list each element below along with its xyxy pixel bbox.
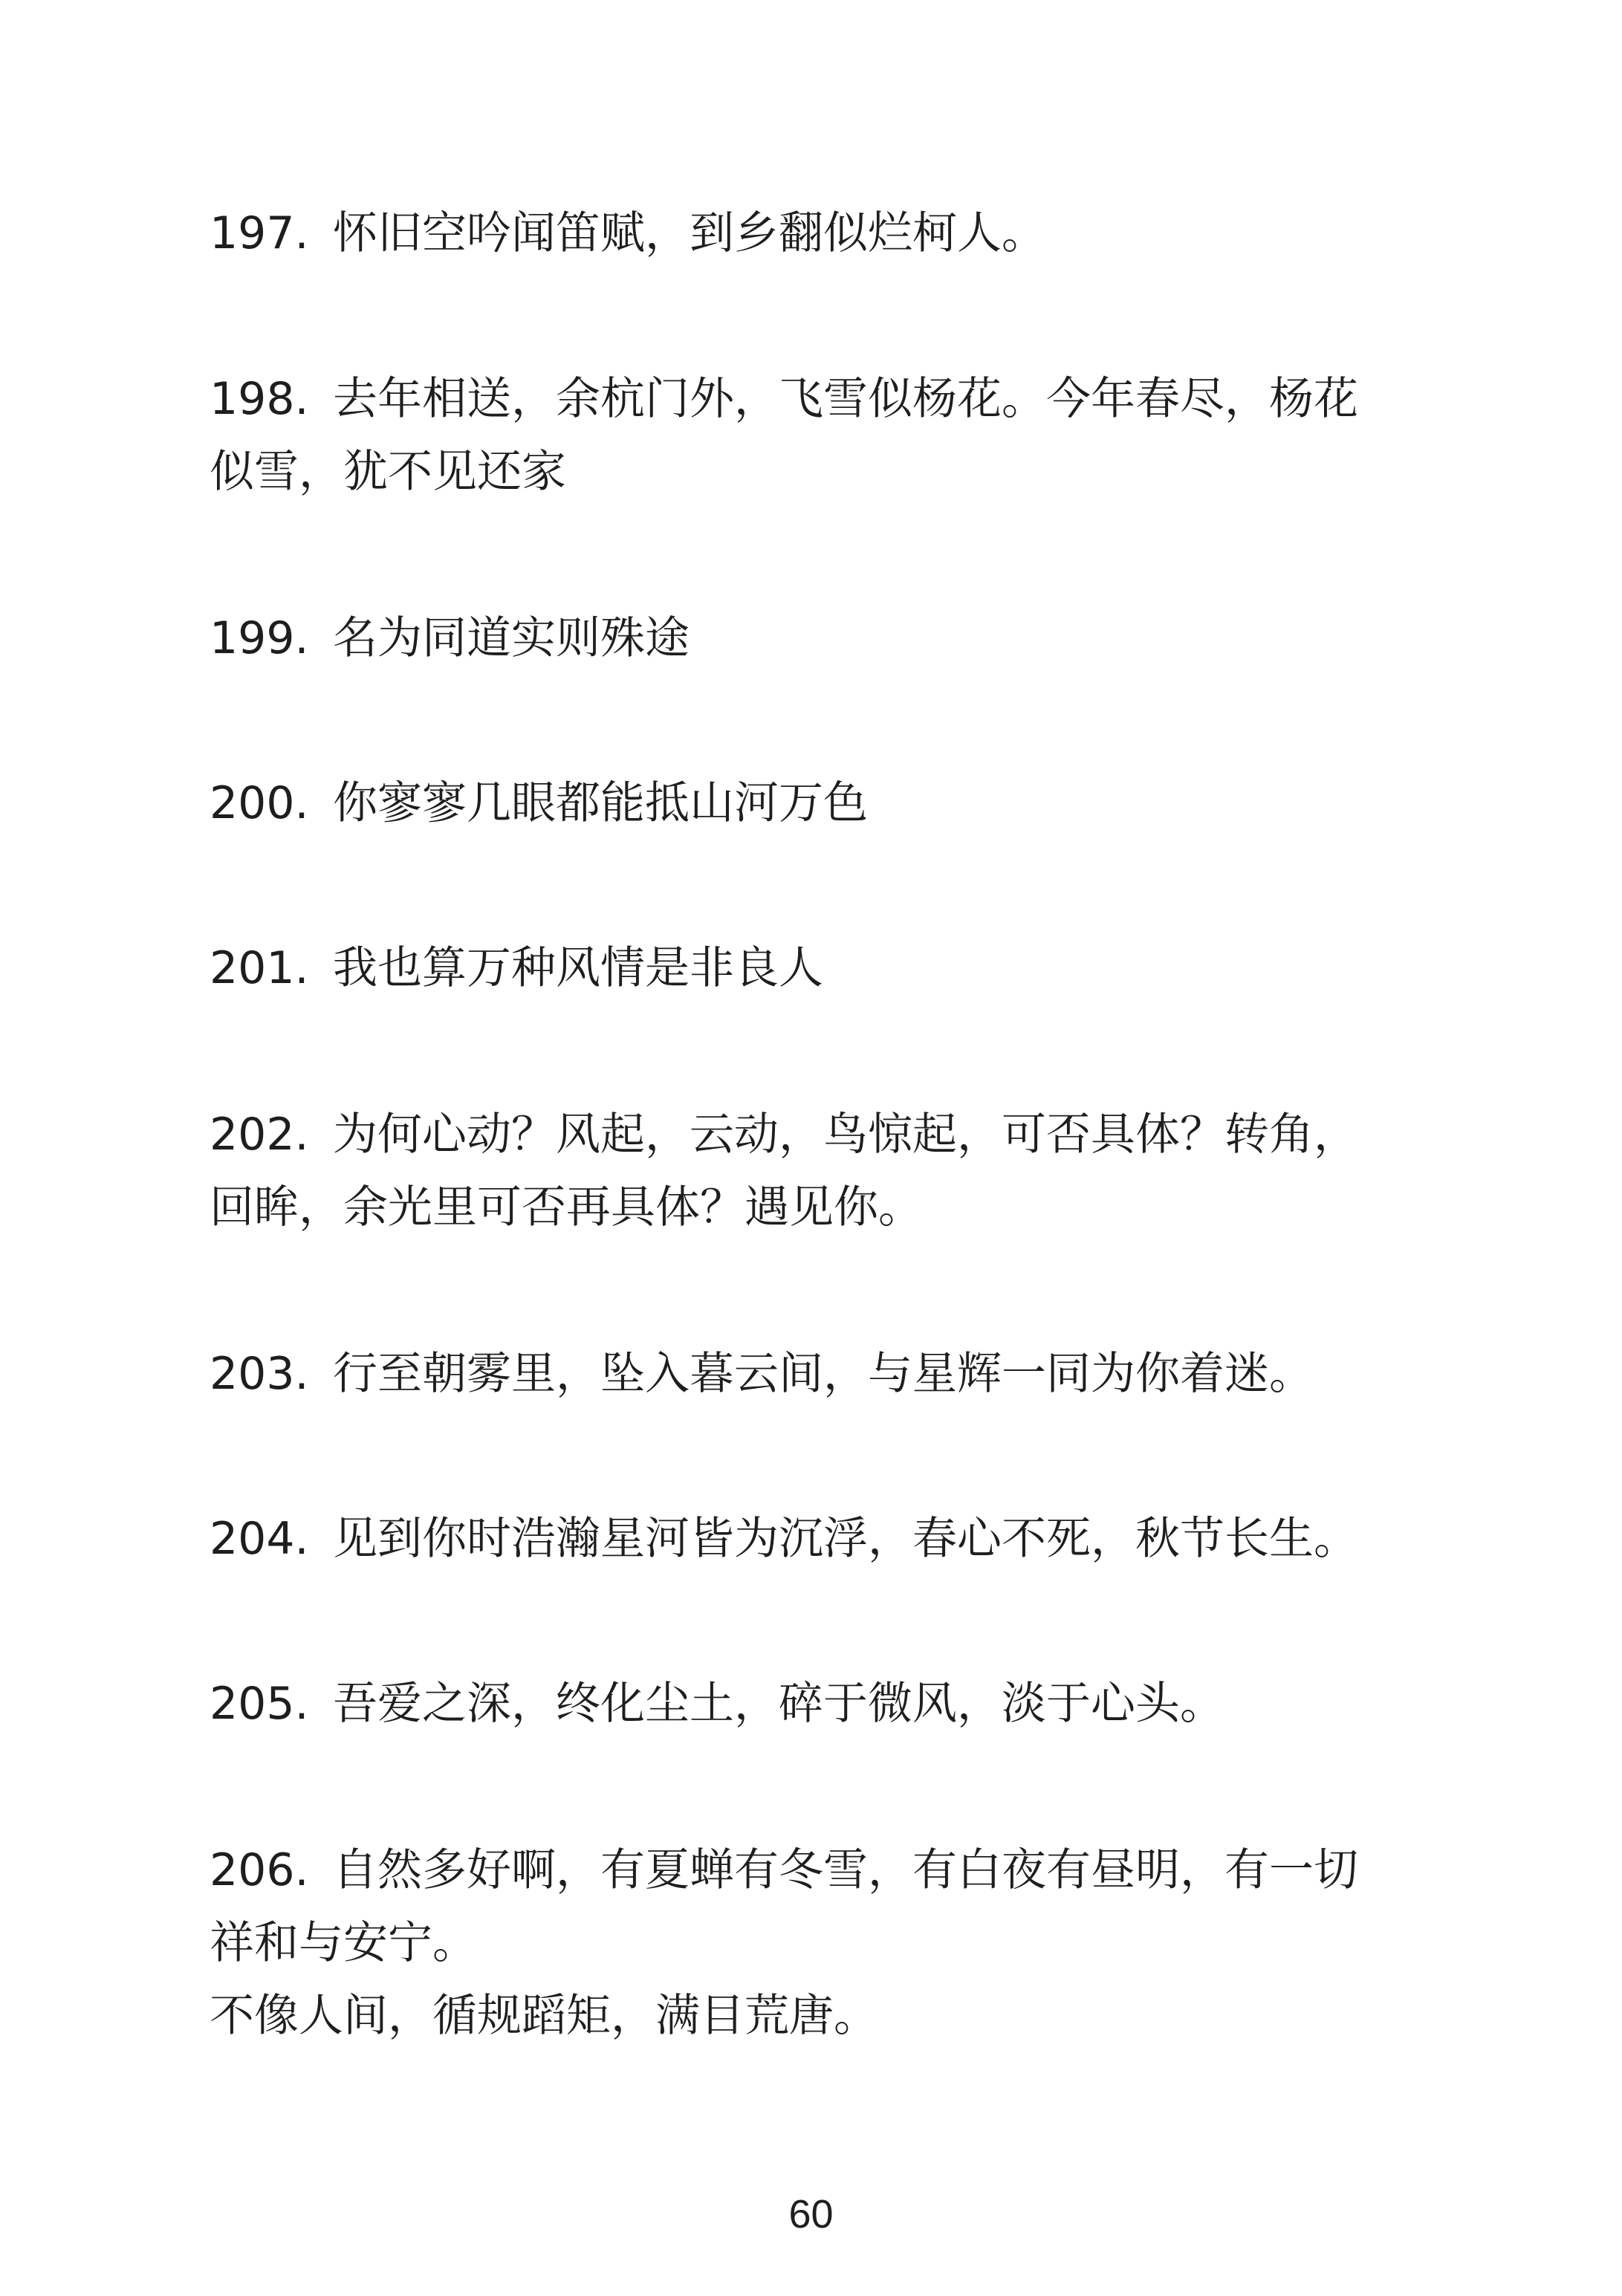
entry-line: 不像人间，循规蹈矩，满目荒唐。: [210, 1990, 878, 2042]
entry-line: [210, 767, 1473, 840]
entry-202: [210, 1098, 1473, 1244]
entry-text: 我也算万种风情是非良人: [333, 942, 823, 994]
entry-line: [210, 1337, 1473, 1410]
entry-line: [210, 1667, 1473, 1740]
entry-line: [210, 602, 1473, 675]
entry-line: [210, 1502, 1473, 1575]
entry-text: 行至朝雾里，坠入暮云间，与星辉一同为你着迷。: [333, 1348, 1314, 1400]
entry-number: 199.: [210, 612, 309, 664]
entry-200: [210, 767, 1473, 840]
entry-line: 似雪，犹不见还家: [210, 446, 566, 498]
entry-text: 你寥寥几眼都能抵山河万色: [333, 777, 868, 829]
entry-text: 为何心动？风起，云动，鸟惊起，可否具体？转角，: [333, 1109, 1358, 1161]
entry-line: [210, 932, 1473, 1005]
entry-number: 202.: [210, 1109, 309, 1161]
entry-number: 203.: [210, 1348, 309, 1400]
entry-text: 名为同道实则殊途: [333, 612, 690, 664]
entry-number: 198.: [210, 373, 309, 425]
entry-line: [210, 1834, 1473, 1907]
entry-number: 197.: [210, 207, 309, 259]
entry-number: 204.: [210, 1513, 309, 1565]
entry-text: 自然多好啊，有夏蝉有冬雪，有白夜有昼明，有一切: [333, 1844, 1358, 1896]
entry-204: [210, 1502, 1473, 1575]
entry-197: [210, 197, 1473, 270]
entry-199: [210, 602, 1473, 675]
entry-205: [210, 1667, 1473, 1740]
entry-line: [210, 363, 1473, 435]
entry-text: 去年相送，余杭门外，飞雪似杨花。今年春尽，杨花: [333, 373, 1358, 425]
entry-line: [210, 1098, 1473, 1171]
entry-number: 200.: [210, 777, 309, 829]
entry-text: 怀旧空吟闻笛赋，到乡翻似烂柯人。: [333, 207, 1046, 259]
entry-line: 祥和与安宁。: [210, 1917, 477, 1969]
entry-text: 见到你时浩瀚星河皆为沉浮，春心不死，秋节长生。: [333, 1513, 1358, 1565]
entry-201: [210, 932, 1473, 1005]
entry-206: [210, 1834, 1473, 2052]
entry-text: 吾爱之深，终化尘土，碎于微风，淡于心头。: [333, 1678, 1224, 1730]
page-number: 60: [788, 2192, 834, 2237]
entry-line: [210, 197, 1473, 270]
entry-203: [210, 1337, 1473, 1410]
entry-number: 205.: [210, 1678, 309, 1730]
entry-line: 回眸，余光里可否再具体？遇见你。: [210, 1181, 923, 1233]
entry-number: 201.: [210, 942, 309, 994]
entry-198: [210, 363, 1473, 508]
entry-number: 206.: [210, 1844, 309, 1896]
